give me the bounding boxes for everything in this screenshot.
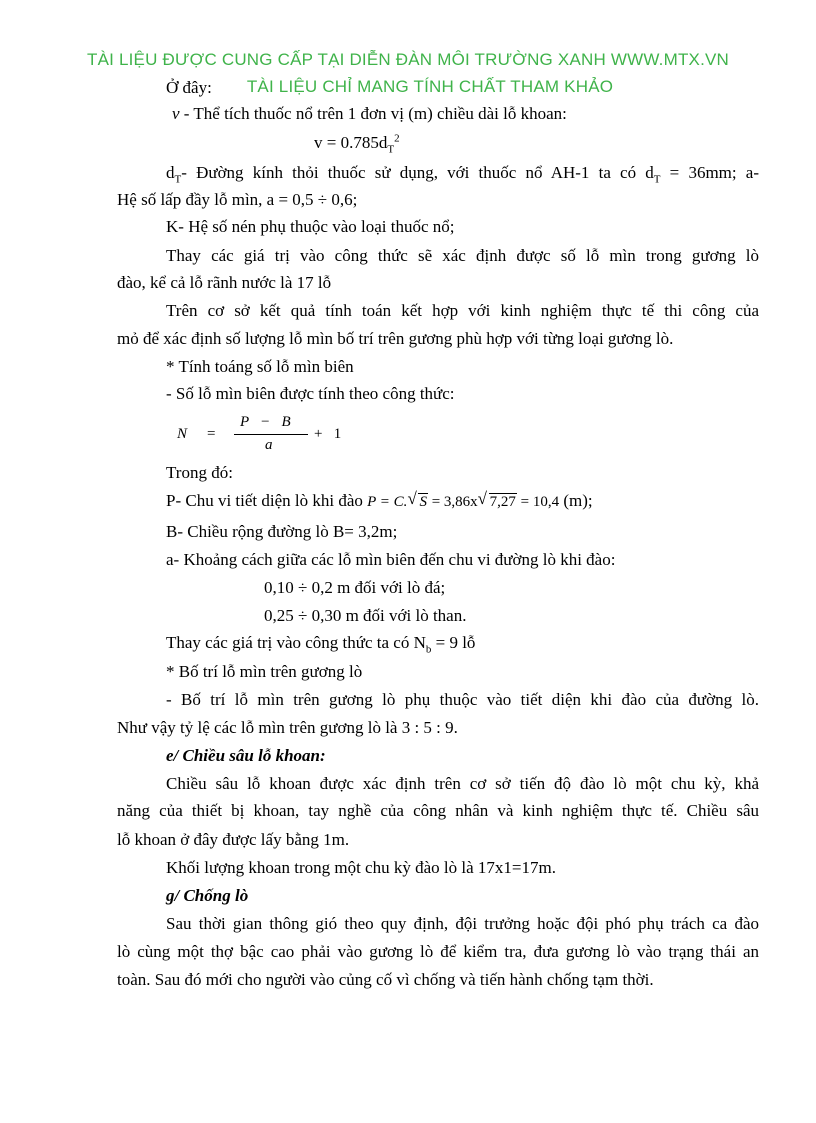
v-description: - Thể tích thuốc nổ trên 1 đơn vị (m) chiều dài lỗ khoan: [179, 104, 567, 123]
tinh-toan-heading: * Tính toáng số lỗ mìn biên [166, 357, 354, 376]
p-formula-sqrt-s: S [419, 494, 427, 510]
sau-line-2: lò cùng một thợ bậc cao phải vào gương lò để kiểm tra, đưa gương lò vào trạng thái an [117, 942, 759, 961]
a-spacing-definition: a- Khoảng cách giữa các lỗ mìn biên đến chu vi đường lò khi đào: [166, 550, 616, 569]
thay-paragraph-line-1: Thay các giá trị vào công thức sẽ xác định được số lỗ mìn trong gương lò [166, 246, 759, 265]
tren-paragraph-line-2: mỏ để xác định số lượng lỗ mìn bố trí trên gương phù hợp với từng loại gương lò. [117, 329, 674, 348]
dt-text: - Đường kính thỏi thuốc sử dụng, với thuốc nổ AH-1 ta có d [181, 163, 654, 182]
n-formula-plus-one: + 1 [314, 426, 342, 442]
k-coefficient-line: K- Hệ số nén phụ thuộc vào loại thuốc nổ; [166, 217, 455, 236]
khoi-luong-line: Khối lượng khoan trong một chu kỳ đào lò là 17x1=17m. [166, 858, 556, 877]
heading-e: e/ Chiều sâu lỗ khoan: [166, 746, 326, 765]
dt-text-end: = 36mm; a- [660, 163, 759, 182]
sau-line-3: toàn. Sau đó mới cho người vào củng cố vì chống và tiến hành chống tạm thời. [117, 970, 654, 989]
n-formula-eq: = [207, 426, 216, 442]
dt-symbol: d [166, 163, 175, 182]
bo-tri-heading: * Bố trí lỗ mìn trên gương lò [166, 662, 363, 681]
range-coal: 0,25 ÷ 0,30 m đối với lò than. [264, 606, 467, 625]
so-lo-line: - Số lỗ mìn biên được tính theo công thức: [166, 384, 455, 403]
trong-do-label: Trong đó: [166, 463, 233, 482]
nb-result [166, 633, 476, 656]
chieu-sau-line-1: Chiều sâu lỗ khoan được xác định trên cơ sở tiến độ đào lò một chu kỳ, khả [166, 774, 759, 793]
p-definition [166, 491, 593, 512]
dt-sub-2: T [653, 173, 661, 186]
chieu-sau-line-3: lỗ khoan ở đây được lấy bằng 1m. [117, 830, 350, 849]
b-definition: B- Chiều rộng đường lò B= 3,2m; [166, 522, 398, 541]
n-formula-numerator: P − B [240, 414, 291, 430]
v-formula [314, 132, 400, 156]
o-day-label: Ở đây: [166, 78, 212, 97]
tren-paragraph-line-1: Trên cơ sở kết quả tính toán kết hợp với kinh nghiệm thực tế thi công của [166, 301, 759, 320]
v-definition [172, 104, 567, 124]
n-formula-fraction-bar [234, 434, 308, 435]
bo-tri-paragraph-line-1: - Bố trí lỗ mìn trên gương lò phụ thuộc vào tiết diện khi đào của đường lò. [166, 690, 759, 709]
v-formula-sup: 2 [394, 132, 400, 145]
p-unit: (m); [559, 491, 593, 510]
dt-sub: T [174, 173, 182, 186]
thay-paragraph-line-2: đào, kể cả lỗ rãnh nước là 17 lỗ [117, 273, 332, 292]
a-coefficient-line: Hệ số lấp đầy lỗ mìn, a = 0,5 ÷ 0,6; [117, 190, 358, 209]
sau-line-1: Sau thời gian thông gió theo quy định, đội trưởng hoặc đội phó phụ trách ca đào [166, 914, 759, 933]
p-formula-sqrt-value: 7,27 [489, 494, 516, 510]
nb-text: Thay các giá trị vào công thức ta có N [166, 633, 426, 652]
range-rock: 0,10 ÷ 0,2 m đối với lò đá; [264, 578, 446, 597]
nb-sub: b [425, 643, 432, 656]
watermark-line-1: TÀI LIỆU ĐƯỢC CUNG CẤP TẠI DIỄN ĐÀN MÔI TRƯỜNG XANH WWW.MTX.VN [86, 50, 730, 69]
p-formula-result: = 10,4 [516, 494, 560, 510]
p-formula-mid: = 3,86x [427, 494, 478, 510]
bo-tri-paragraph-line-2: Như vậy tỷ lệ các lỗ mìn trên gương lò là 3 : 5 : 9. [117, 718, 458, 737]
p-formula [367, 494, 559, 510]
p-text: P- Chu vi tiết diện lò khi đào [166, 491, 363, 510]
v-formula-main: v = 0.785d [314, 133, 388, 152]
n-formula-denominator: a [265, 437, 273, 453]
n-formula-lhs: N [177, 426, 188, 442]
p-formula-start: P = C. [367, 494, 408, 510]
heading-g: g/ Chống lò [166, 886, 249, 905]
watermark-line-2: TÀI LIỆU CHỈ MANG TÍNH CHẤT THAM KHẢO [246, 77, 614, 96]
chieu-sau-line-2: năng của thiết bị khoan, tay nghề của công nhân và kinh nghiệm thực tế. Chiều sâu [117, 801, 759, 820]
v-formula-sub: T [387, 143, 395, 156]
v-symbol: v [172, 104, 180, 123]
nb-value: = 9 lỗ [431, 633, 476, 652]
dt-definition [166, 163, 759, 186]
